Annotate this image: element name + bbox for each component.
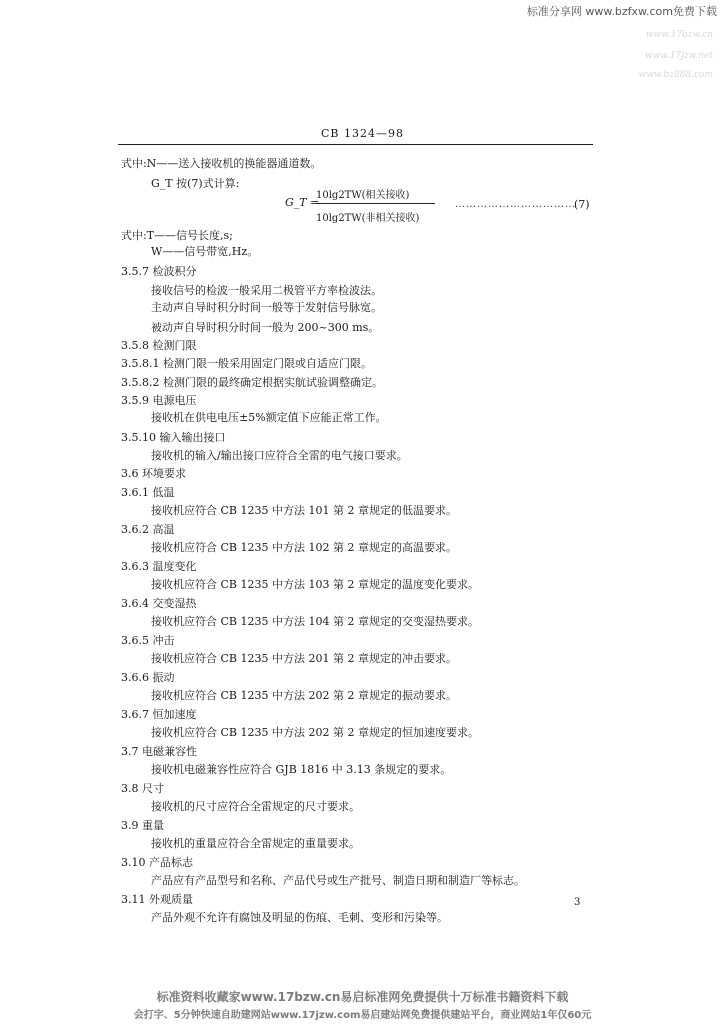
section-heading: 3.5.9 电源电压 bbox=[121, 394, 197, 407]
body-line: 产品外观不允许有腐蚀及明显的伤痕、毛刺、变形和污染等。 bbox=[151, 911, 448, 924]
section-heading: 3.5.8.1 检测门限一般采用固定门限或自适应门限。 bbox=[121, 357, 372, 370]
body-line: 接收机的尺寸应符合全雷规定的尺寸要求。 bbox=[151, 800, 360, 813]
body-line: 主动声自导时积分时间一般等于发射信号脉宽。 bbox=[151, 301, 382, 314]
equation-leader: …………………………… bbox=[455, 199, 576, 210]
body-line: 产品应有产品型号和名称、产品代号或生产批号、制造日期和制造厂等标志。 bbox=[151, 874, 525, 887]
footer-line-2: 会打字、5分钟快速自助建网站www.17jzw.com易启建站网免费提供建站平台，商业网站1年仅60元 bbox=[133, 1010, 592, 1021]
body-line: 接收机的输入/输出接口应符合全雷的电气接口要求。 bbox=[151, 449, 408, 462]
body-line: 接收机应符合 CB 1235 中方法 103 第 2 章规定的温度变化要求。 bbox=[151, 578, 479, 591]
section-heading: 3.6.1 低温 bbox=[121, 486, 175, 499]
body-line: 接收机电磁兼容性应符合 GJB 1816 中 3.13 条规定的要求。 bbox=[151, 763, 452, 776]
body-line: 接收机应符合 CB 1235 中方法 102 第 2 章规定的高温要求。 bbox=[151, 541, 457, 554]
section-heading: 3.10 产品标志 bbox=[121, 856, 193, 869]
watermark-url-1: www.17bzw.cn bbox=[645, 30, 713, 40]
where-n-text: 式中:N——送入接收机的换能器通道数。 bbox=[121, 157, 322, 170]
section-heading: 3.6.6 振动 bbox=[121, 671, 175, 684]
equation-number: (7) bbox=[574, 198, 590, 211]
where-w-text: W——信号带宽,Hz。 bbox=[151, 245, 259, 258]
section-heading: 3.6.7 恒加速度 bbox=[121, 708, 197, 721]
fraction-line bbox=[315, 203, 435, 204]
section-heading: 3.6.2 高温 bbox=[121, 523, 175, 536]
gt-intro-text: G_T 按(7)式计算: bbox=[151, 177, 240, 190]
section-heading: 3.6.3 温度变化 bbox=[121, 560, 197, 573]
watermark-top: 标准分享网 www.bzfxw.com免费下载 bbox=[526, 5, 717, 18]
body-line: 接收机在供电电压±5%额定值下应能正常工作。 bbox=[151, 411, 387, 424]
body-line: 接收机的重量应符合全雷规定的重量要求。 bbox=[151, 837, 360, 850]
footer-line-1: 标准资料收藏家www.17bzw.cn易启标准网免费提供十万标准书籍资料下载 bbox=[156, 990, 569, 1004]
body-line: 被动声自导时积分时间一般为 200~300 ms。 bbox=[151, 321, 380, 334]
section-heading: 3.6.4 交变湿热 bbox=[121, 597, 197, 610]
gt-lhs: G_T = bbox=[285, 196, 320, 209]
body-line: 接收机应符合 CB 1235 中方法 101 第 2 章规定的低温要求。 bbox=[151, 504, 457, 517]
gt-case-correlated: 10lg2TW(相关接收) bbox=[316, 190, 410, 201]
watermark-url-3: www.bz888.com bbox=[638, 70, 713, 80]
body-line: 接收机应符合 CB 1235 中方法 201 第 2 章规定的冲击要求。 bbox=[151, 652, 457, 665]
where-t-text: 式中:T——信号长度,s; bbox=[121, 229, 233, 242]
section-heading: 3.5.10 输入输出接口 bbox=[121, 431, 226, 444]
section-heading: 3.9 重量 bbox=[121, 819, 164, 832]
section-heading: 3.6 环境要求 bbox=[121, 467, 186, 480]
gt-case-noncorrelated: 10lg2TW(非相关接收) bbox=[316, 213, 420, 224]
section-heading: 3.7 电磁兼容性 bbox=[121, 745, 197, 758]
section-heading: 3.11 外观质量 bbox=[121, 893, 193, 906]
section-heading: 3.5.8 检测门限 bbox=[121, 339, 197, 352]
section-heading: 3.5.7 检波积分 bbox=[121, 265, 197, 278]
page-number: 3 bbox=[574, 897, 581, 908]
section-heading: 3.5.8.2 检测门限的最终确定根据实航试验调整确定。 bbox=[121, 376, 383, 389]
body-line: 接收机应符合 CB 1235 中方法 202 第 2 章规定的振动要求。 bbox=[151, 689, 457, 702]
body-line: 接收机应符合 CB 1235 中方法 104 第 2 章规定的交变湿热要求。 bbox=[151, 615, 479, 628]
section-heading: 3.6.5 冲击 bbox=[121, 634, 175, 647]
section-heading: 3.8 尺寸 bbox=[121, 782, 164, 795]
watermark-url-2: www.17jzw.net bbox=[644, 51, 713, 61]
body-line: 接收机应符合 CB 1235 中方法 202 第 2 章规定的恒加速度要求。 bbox=[151, 726, 479, 739]
body-line: 接收信号的检波一般采用二极管平方率检波法。 bbox=[151, 284, 382, 297]
header-rule bbox=[118, 144, 593, 145]
doc-number-header: CB 1324—98 bbox=[321, 127, 404, 140]
